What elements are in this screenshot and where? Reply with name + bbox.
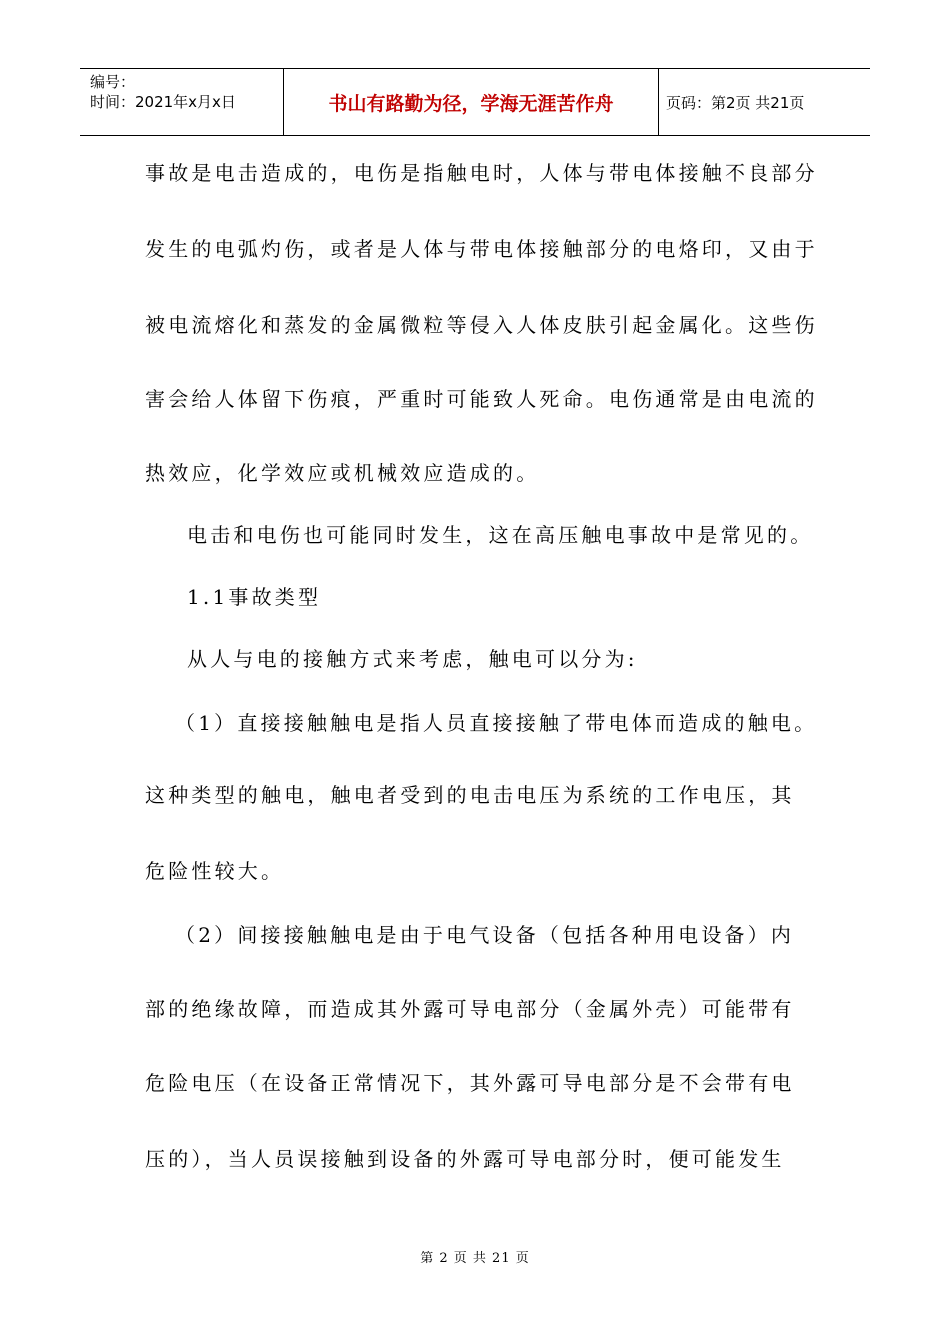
number-label: 编号： [90, 73, 136, 91]
date-line: 时间：2021年x月x日 [90, 93, 236, 111]
body-line: 被电流熔化和蒸发的金属微粒等侵入人体皮肤引起金属化。这些伤 [145, 313, 818, 337]
body-line: 热效应，化学效应或机械效应造成的。 [145, 461, 540, 485]
body-line: 部的绝缘故障，而造成其外露可导电部分（金属外壳）可能带有 [145, 997, 795, 1021]
header-page-info: 页码：第2页 共21页 [666, 93, 805, 112]
header-meta [80, 69, 284, 135]
body-line: 事故是电击造成的，电伤是指触电时，人体与带电体接触不良部分 [145, 161, 818, 185]
body-line: 害会给人体留下伤痕，严重时可能致人死命。电伤通常是由电流的 [145, 387, 818, 411]
body-line: 压的），当人员误接触到设备的外露可导电部分时，便可能发生 [145, 1147, 785, 1171]
body-line: 从人与电的接触方式来考虑，触电可以分为: [187, 647, 638, 671]
page-footer: 第 2 页 共 21 页 [420, 1251, 530, 1266]
body-line: 这种类型的触电，触电者受到的电击电压为系统的工作电压，其 [145, 783, 795, 807]
body-line: 危险电压（在设备正常情况下，其外露可导电部分是不会带有电 [145, 1071, 795, 1095]
body-line: （2）间接接触触电是由于电气设备（包括各种用电设备）内 [175, 923, 795, 947]
body-line: 发生的电弧灼伤，或者是人体与带电体接触部分的电烙印，又由于 [145, 237, 818, 261]
body-line: （1）直接接触触电是指人员直接接触了带电体而造成的触电。 [175, 711, 818, 735]
section-heading: 1.1事故类型 [187, 585, 322, 609]
body-line: 电击和电伤也可能同时发生，这在高压触电事故中是常见的。 [187, 523, 814, 547]
body-line: 危险性较大。 [145, 859, 285, 883]
page-header [80, 68, 870, 136]
header-motto: 书山有路勤为径，学海无涯苦作舟 [284, 69, 659, 135]
